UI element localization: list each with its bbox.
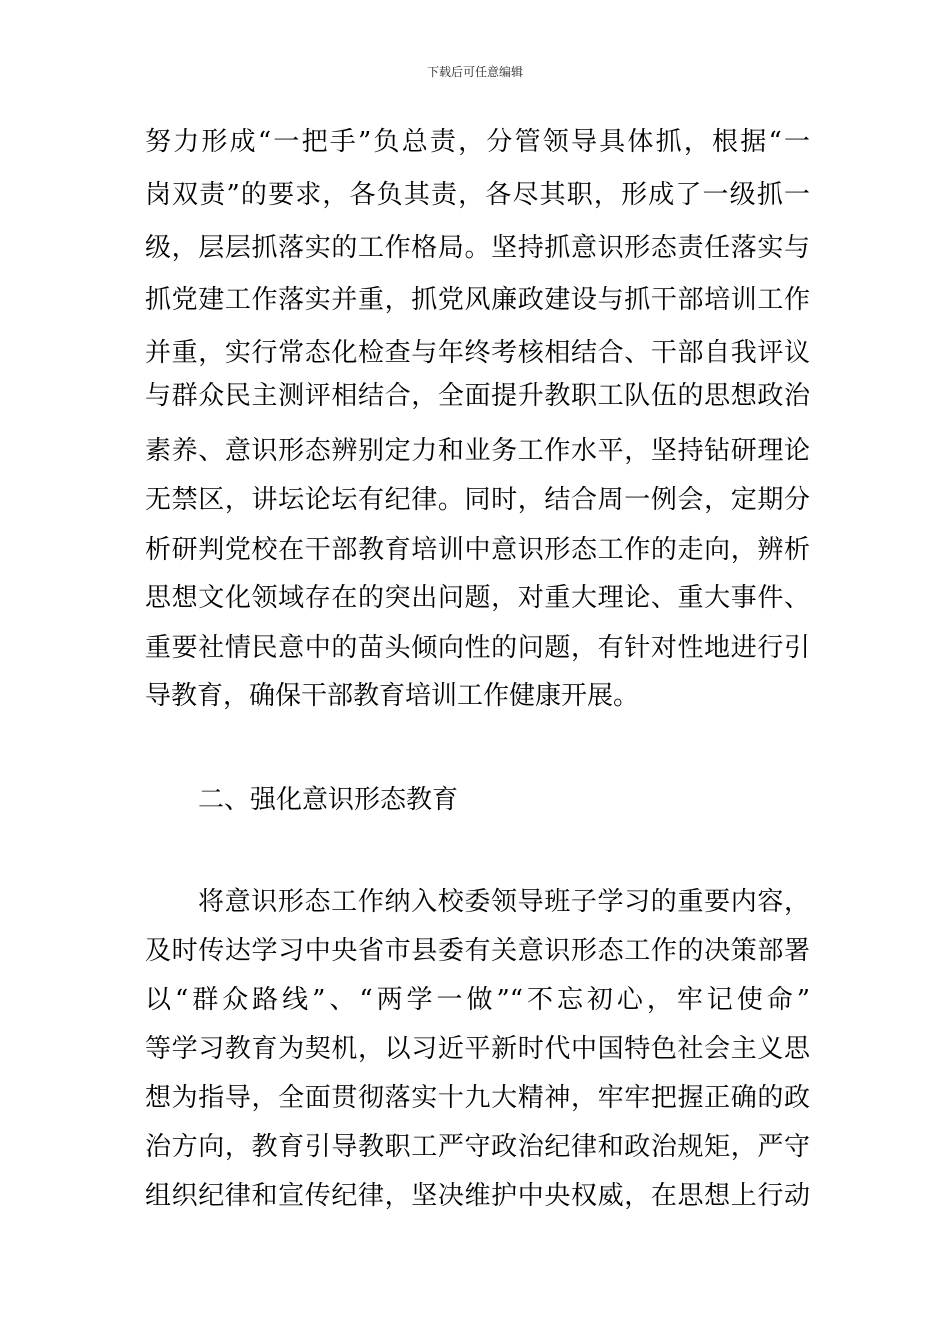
paragraph-2-line: 及时传达学习中央省市县委有关意识形态工作的决策部署: [145, 936, 810, 966]
paragraph-1-line: 抓党建工作落实并重，抓党风廉政建设与抓干部培训工作: [145, 285, 810, 315]
paragraph-2-line: 以“群众路线”、“两学一做”“不忘初心，牢记使命”: [145, 985, 810, 1015]
paragraph-2-line: 想为指导，全面贯彻落实十九大精神，牢牢把握正确的政: [145, 1083, 810, 1113]
paragraph-1-line: 思想文化领域存在的突出问题，对重大理论、重大事件、: [145, 583, 810, 613]
paragraph-1-line: 析研判党校在干部教育培训中意识形态工作的走向，辨析: [145, 535, 810, 565]
paragraph-1-line: 级，层层抓落实的工作格局。坚持抓意识形态责任落实与: [145, 233, 810, 263]
paragraph-1-line: 无禁区，讲坛论坛有纪律。同时，结合周一例会，定期分: [145, 485, 810, 515]
section-heading: 二、强化意识形态教育: [198, 785, 459, 815]
paragraph-1-line: 并重，实行常态化检查与年终考核相结合、干部自我评议: [145, 338, 810, 368]
paragraph-2-line: 治方向，教育引导教职工严守政治纪律和政治规矩，严守: [145, 1132, 810, 1162]
paragraph-1-line: 素养、意识形态辨别定力和业务工作水平，坚持钻研理论: [145, 436, 810, 466]
page-header: 下载后可任意编辑: [426, 65, 523, 79]
paragraph-1-line: 努力形成“一把手”负总责，分管领导具体抓，根据“一: [145, 127, 810, 157]
paragraph-1-line: 与群众民主测评相结合，全面提升教职工队伍的思想政治: [145, 381, 810, 411]
paragraph-2-line: 组织纪律和宣传纪律，坚决维护中央权威，在思想上行动: [145, 1181, 810, 1211]
paragraph-2-line: 将意识形态工作纳入校委领导班子学习的重要内容，: [198, 887, 810, 917]
paragraph-1-line: 岗双责”的要求，各负其责，各尽其职，形成了一级抓一: [145, 180, 810, 210]
paragraph-2-line: 等学习教育为契机，以习近平新时代中国特色社会主义思: [145, 1034, 810, 1064]
paragraph-1-line: 导教育，确保干部教育培训工作健康开展。: [145, 681, 640, 711]
paragraph-1-line: 重要社情民意中的苗头倾向性的问题，有针对性地进行引: [145, 633, 810, 663]
